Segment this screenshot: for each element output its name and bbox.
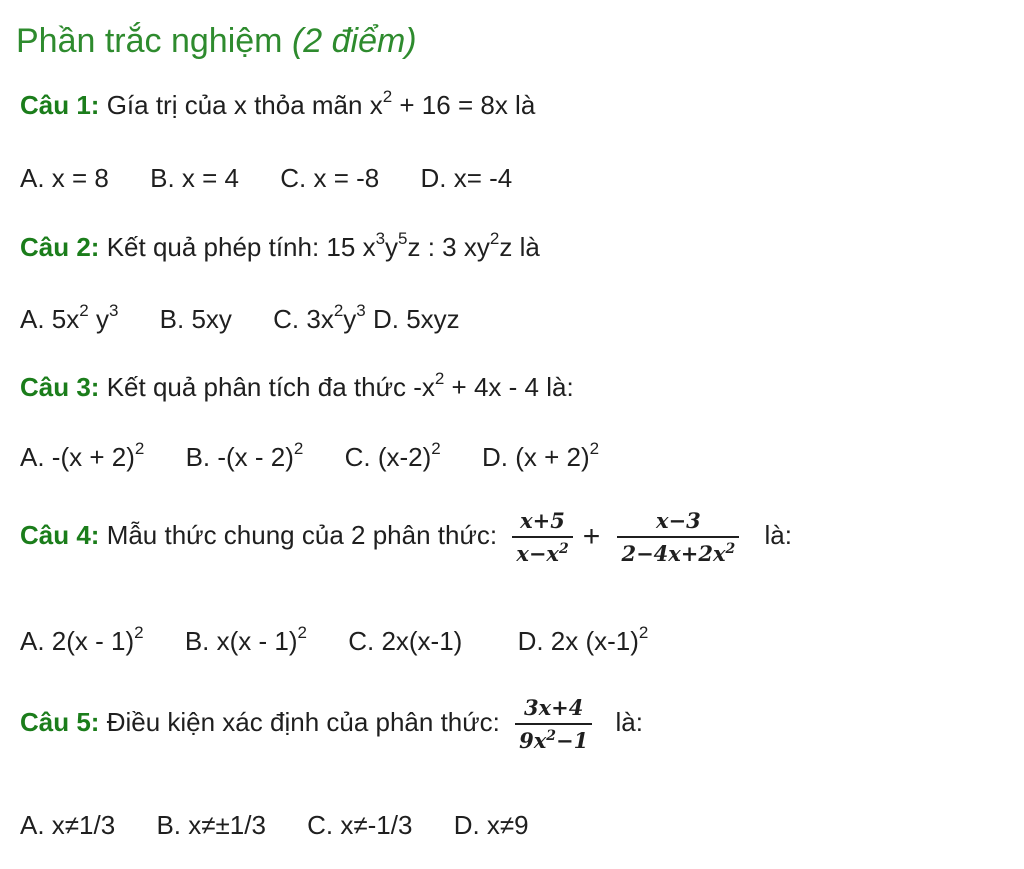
q2-exp-3: 2 — [489, 229, 500, 248]
fraction-2-den-text: 2−4x+2x — [621, 541, 726, 566]
q2-option-c-d[interactable] — [273, 301, 460, 334]
fraction-3-den-post: −1 — [556, 728, 589, 753]
question-5-label: Câu 5: — [20, 706, 100, 737]
question-1-text-b: + 16 = 8x là — [392, 90, 536, 120]
fraction-3-den-text: 9x — [519, 728, 547, 753]
fraction-1-den-exp: 2 — [558, 541, 569, 557]
q2-a-exp-1: 2 — [79, 301, 89, 320]
question-1 — [20, 87, 536, 121]
q2-c-mid: y — [343, 304, 357, 334]
fraction-3-denominator — [515, 725, 592, 753]
q5-option-d[interactable]: D. x≠9 — [453, 810, 529, 840]
q3-a-exp: 2 — [134, 439, 145, 458]
q1-option-c[interactable]: C. x = -8 — [280, 163, 380, 193]
section-title — [16, 22, 417, 61]
q4-a-text: A. 2(x - 1) — [20, 626, 135, 656]
q5-option-c[interactable]: C. x≠-1/3 — [307, 810, 413, 840]
fraction-3-den-exp: 2 — [546, 728, 557, 744]
question-3-text-b: + 4x - 4 là: — [444, 372, 574, 402]
q2-c-exp-2: 3 — [356, 301, 366, 320]
question-3-label: Câu 3: — [20, 372, 100, 402]
q2-exp-2: 5 — [398, 229, 408, 248]
fraction-1-den-text: x−x — [516, 541, 559, 566]
q3-option-c[interactable] — [344, 439, 441, 473]
q1-option-b[interactable]: B. x = 4 — [150, 163, 240, 193]
q4-option-a[interactable] — [20, 623, 144, 657]
q2-a-mid: y — [88, 304, 109, 334]
q3-option-a[interactable] — [20, 439, 145, 473]
q2-option-a[interactable] — [20, 301, 119, 335]
q4-c-text: C. 2x(x-1) — [348, 626, 463, 656]
fraction-1-numerator: x+5 — [512, 508, 572, 538]
question-5 — [20, 695, 643, 753]
q2-option-b[interactable]: B. 5xy — [159, 304, 232, 334]
fraction-2 — [617, 508, 739, 566]
question-3 — [20, 369, 574, 403]
q1-option-a[interactable]: A. x = 8 — [20, 163, 109, 193]
q3-b-exp: 2 — [293, 439, 304, 458]
question-4 — [20, 508, 792, 566]
question-1-label: Câu 1: — [20, 90, 100, 120]
q3-a-text: A. -(x + 2) — [20, 442, 135, 472]
q3-option-b[interactable] — [185, 439, 304, 473]
fraction-3 — [515, 695, 592, 753]
q4-d-text: D. 2x (x-1) — [517, 626, 639, 656]
q4-d-exp: 2 — [638, 623, 649, 642]
question-2-label: Câu 2: — [20, 232, 100, 262]
q2-a-text: A. 5x — [20, 304, 80, 334]
q3-c-exp: 2 — [431, 439, 441, 458]
section-title-main: Phần trắc nghiệm — [16, 22, 292, 60]
question-2-text: Kết quả phép tính: 15 x — [99, 232, 376, 262]
fraction-1-denominator — [512, 538, 572, 566]
fraction-2-den-exp: 2 — [725, 541, 736, 557]
q4-b-text: B. x(x - 1) — [184, 626, 298, 656]
question-5-tail: là: — [615, 706, 643, 737]
question-1-exp: 2 — [382, 87, 393, 106]
q3-d-text: D. (x + 2) — [481, 442, 590, 472]
q2-c-text: C. 3x — [273, 304, 334, 334]
question-4-text: Mẫu thức chung của 2 phân thức: — [99, 519, 498, 550]
q5-option-b[interactable]: B. x≠±1/3 — [156, 810, 266, 840]
q5-option-a[interactable]: A. x≠1/3 — [20, 810, 116, 840]
question-3-exp: 2 — [434, 369, 445, 388]
q3-d-exp: 2 — [589, 439, 600, 458]
question-2 — [20, 229, 540, 263]
q3-b-text: B. -(x - 2) — [185, 442, 294, 472]
q4-option-b[interactable] — [184, 623, 307, 657]
fraction-2-denominator — [617, 538, 739, 566]
q4-b-exp: 2 — [297, 623, 307, 642]
q2-text-2: z : 3 xy — [407, 232, 490, 262]
q2-a-exp-2: 3 — [108, 301, 119, 320]
fraction-2-numerator: x−3 — [617, 508, 739, 538]
q2-c-exp-1: 2 — [333, 301, 344, 320]
question-3-text-a: Kết quả phân tích đa thức -x — [99, 372, 435, 402]
q1-option-d[interactable]: D. x= -4 — [420, 163, 513, 193]
q4-option-d[interactable] — [517, 623, 649, 657]
q2-text-1: y — [385, 232, 399, 262]
q4-a-exp: 2 — [134, 623, 144, 642]
question-1-text-a: Gía trị của x thỏa mãn x — [99, 90, 383, 120]
fraction-3-numerator: 3x+4 — [515, 695, 592, 725]
q2-exp-1: 3 — [375, 229, 386, 248]
question-5-text: Điều kiện xác định của phân thức: — [99, 706, 500, 737]
section-title-points: (2 điểm) — [291, 22, 417, 60]
q3-c-text: C. (x-2) — [344, 442, 432, 472]
question-4-options — [20, 623, 682, 657]
question-4-tail: là: — [764, 519, 792, 550]
question-1-options — [20, 163, 546, 194]
fraction-1 — [512, 508, 572, 566]
question-5-options — [20, 810, 563, 841]
q2-d-text: D. 5xyz — [365, 304, 460, 334]
q3-option-d[interactable] — [481, 439, 600, 473]
q4-option-c[interactable] — [348, 626, 462, 657]
question-3-options — [20, 439, 633, 473]
question-2-options — [20, 301, 460, 335]
question-4-label: Câu 4: — [20, 519, 100, 550]
plus-sign: + — [582, 520, 601, 553]
q2-text-3: z là — [499, 232, 540, 262]
